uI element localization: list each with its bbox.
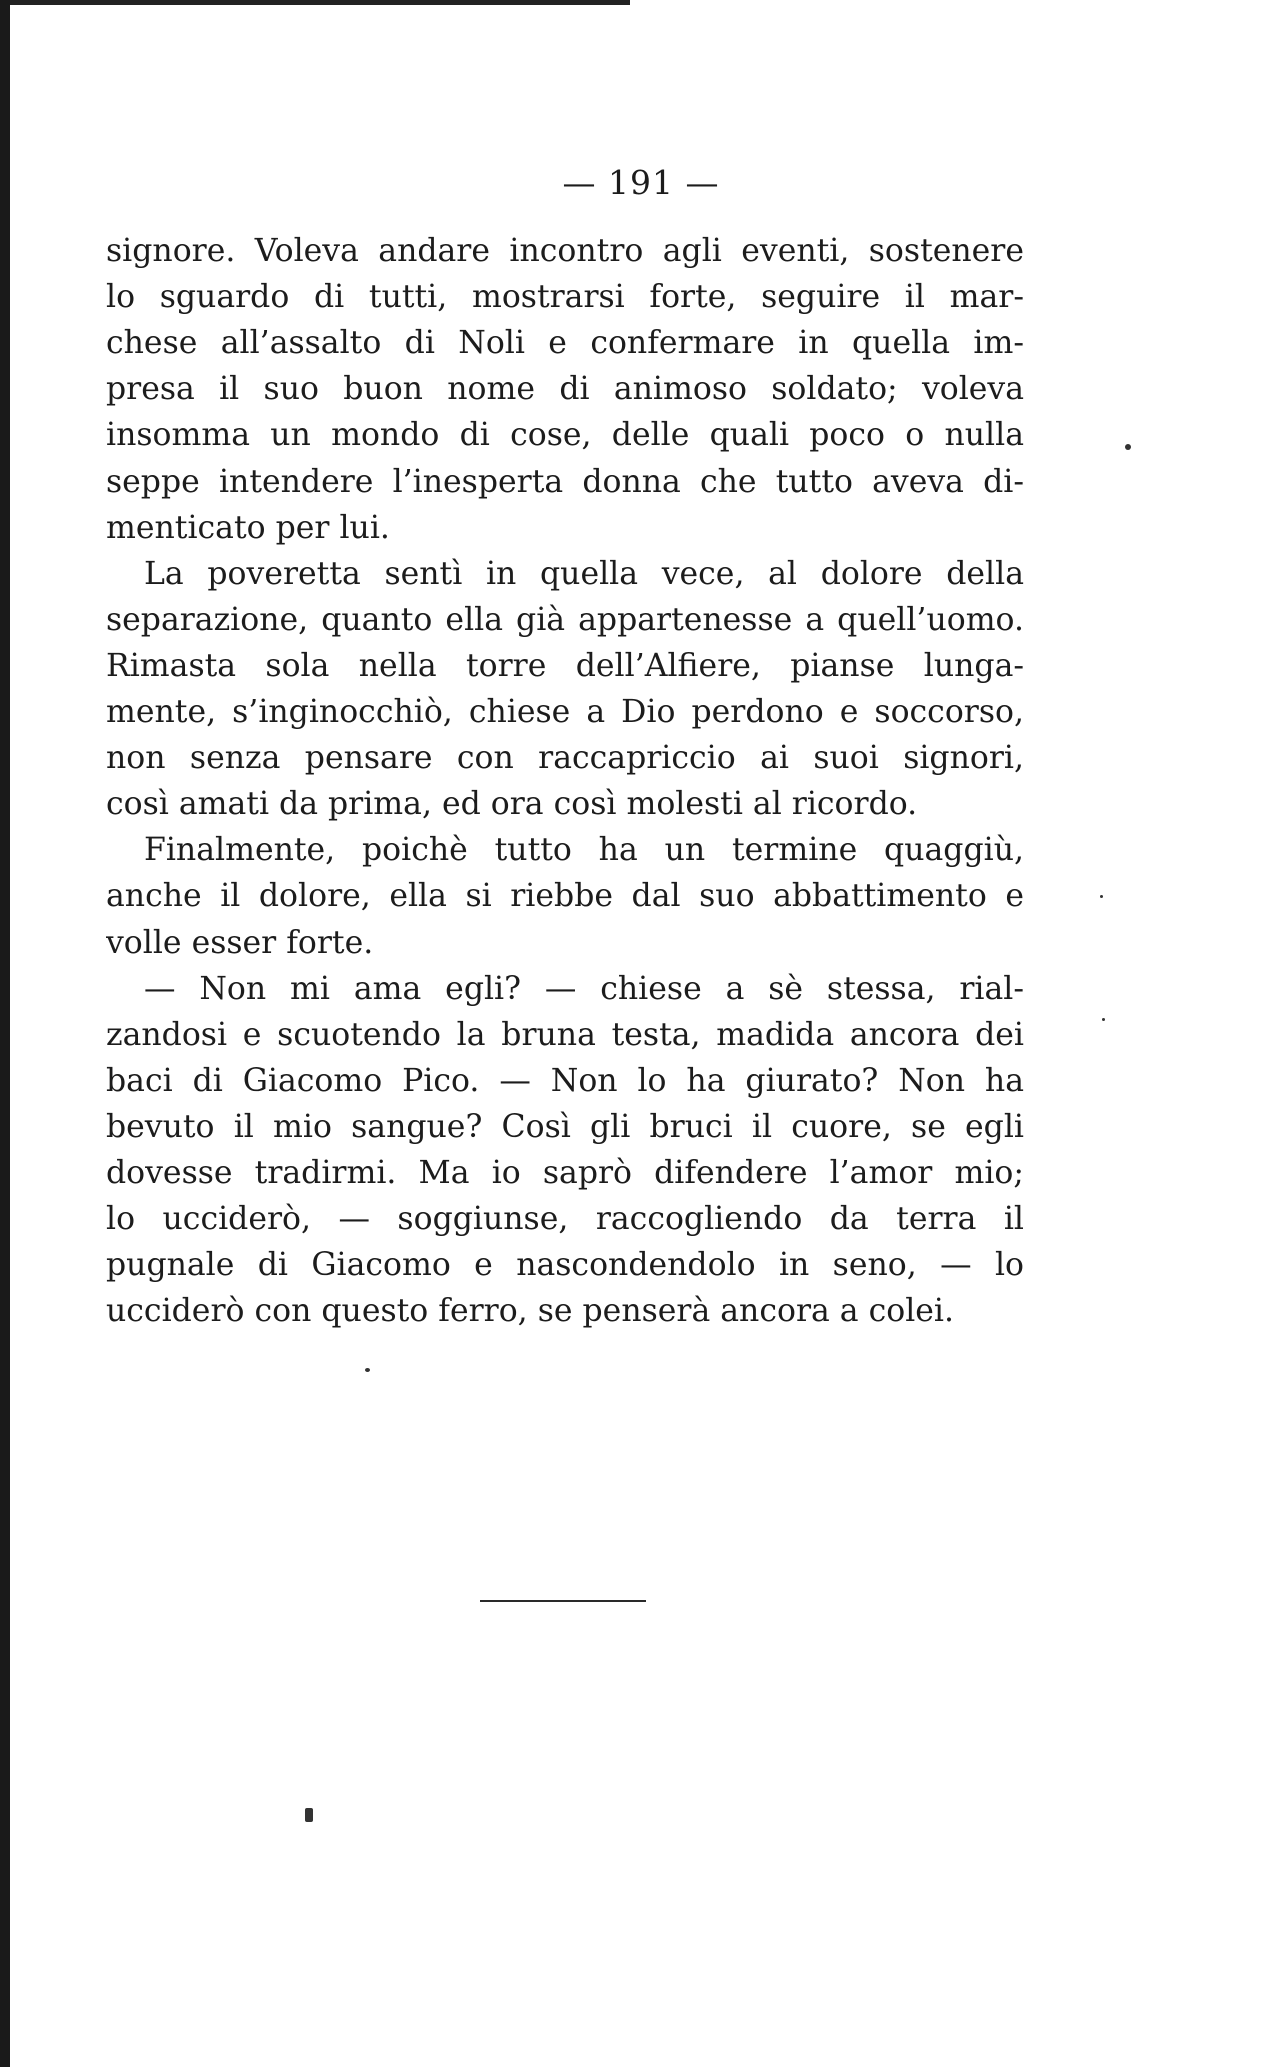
text-line: bevuto il mio sangue? Così gli bruci il cuore, se egli — [106, 1108, 1024, 1145]
text-line: signore. Voleva andare incontro agli eventi, sostenere — [106, 233, 1024, 269]
text-line: baci di Giacomo Pico. — Non lo ha giurato? Non ha — [106, 1062, 1024, 1099]
scan-speck — [1102, 1018, 1105, 1021]
text-line: seppe intendere l’inesperta donna che tutto aveva di- — [106, 463, 1024, 500]
text-line: chese all’assalto di Noli e confermare in quella im- — [106, 325, 1024, 362]
text-line: Finalmente, poichè tutto ha un termine quaggiù, — [144, 832, 1024, 869]
text-line: La poveretta sentì in quella vece, al dolore della — [144, 555, 1024, 592]
scan-speck — [365, 1368, 370, 1372]
scan-top-edge — [10, 0, 630, 5]
text-line: lo sguardo di tutti, mostrarsi forte, seguire il mar- — [106, 279, 1024, 316]
text-line: menticato per lui. — [106, 509, 390, 546]
text-line: presa il suo buon nome di animoso soldato; voleva — [106, 371, 1024, 408]
text-line: separazione, quanto ella già appartenesse a quell’uomo. — [106, 601, 1024, 638]
scan-speck — [305, 1808, 313, 1822]
text-line: mente, s’inginocchiò, chiese a Dio perdono e soccorso, — [106, 694, 1024, 730]
text-line: non senza pensare con raccapriccio ai suoi signori, — [106, 740, 1024, 777]
text-line: lo ucciderò, — soggiunse, raccogliendo da terra il — [106, 1201, 1024, 1238]
text-line: pugnale di Giacomo e nascondendolo in seno, — lo — [106, 1247, 1024, 1284]
text-line: insomma un mondo di cose, delle quali poco o nulla — [106, 417, 1024, 454]
text-line: ucciderò con questo ferro, se penserà ancora a colei. — [106, 1293, 954, 1330]
page-number: — 191 — — [562, 163, 720, 202]
text-line: anche il dolore, ella si riebbe dal suo abbattimento e — [106, 878, 1024, 915]
scan-left-edge — [0, 0, 10, 2067]
text-line: zandosi e scuotendo la bruna testa, madida ancora dei — [106, 1016, 1024, 1053]
text-line: volle esser forte. — [106, 924, 374, 961]
text-line: Rimasta sola nella torre dell’Alfiere, pianse lunga- — [106, 647, 1024, 684]
closing-rule — [480, 1600, 646, 1602]
scan-speck — [1100, 895, 1103, 898]
scan-speck — [1125, 444, 1131, 450]
text-line: dovesse tradirmi. Ma io saprò difendere l’amor mio; — [106, 1155, 1024, 1191]
text-line: così amati da prima, ed ora così molesti al ricordo. — [106, 786, 918, 823]
text-line: — Non mi ama egli? — chiese a sè stessa, rial- — [144, 970, 1024, 1007]
